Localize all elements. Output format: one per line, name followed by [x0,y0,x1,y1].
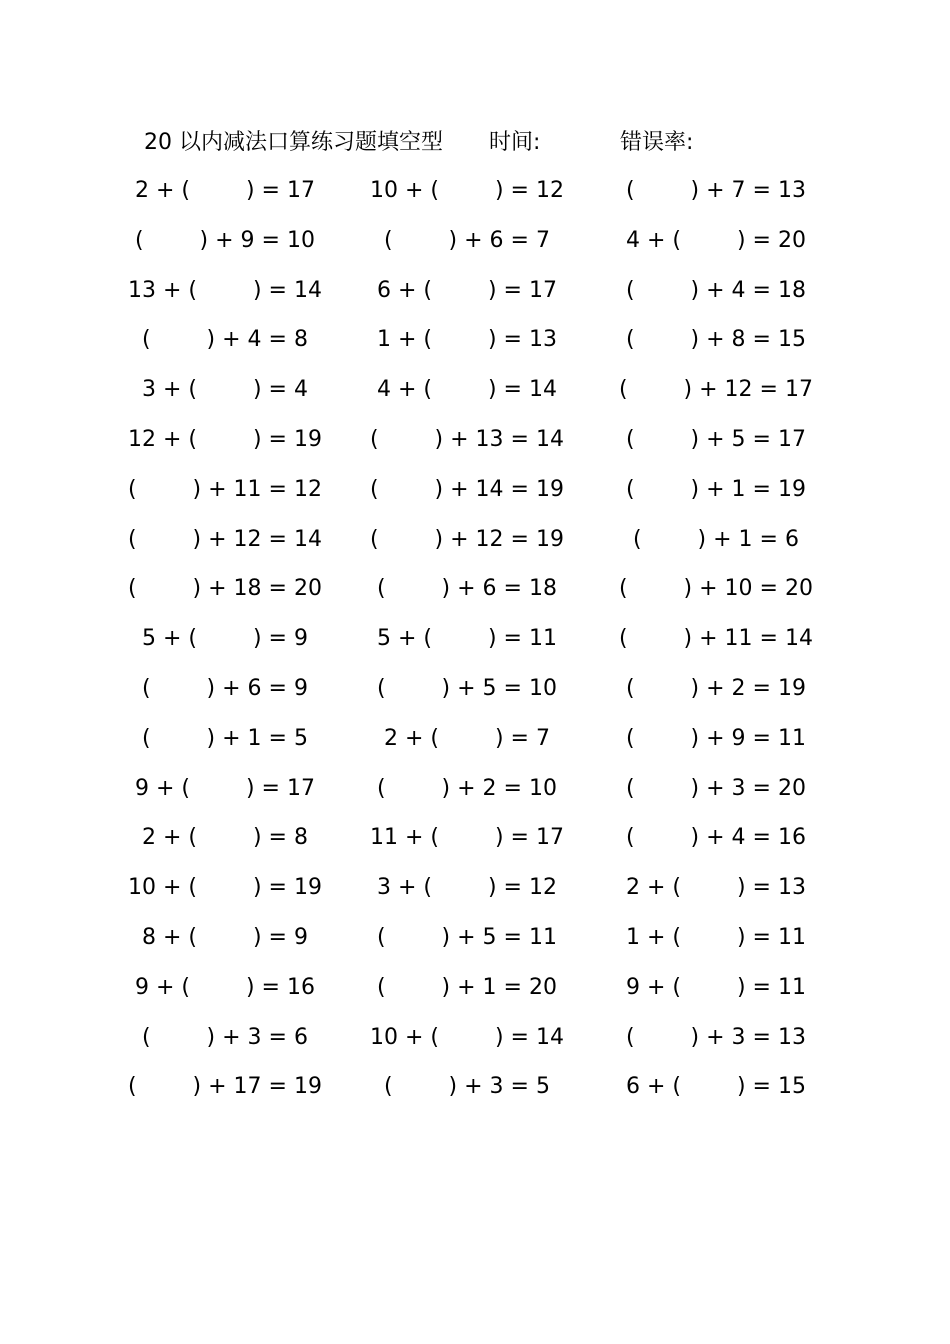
problem-cell: ( ) + 9 = 11 [626,725,806,751]
problem-cell: ( ) + 10 = 20 [619,576,813,602]
problem-cell: 10 + ( ) = 12 [370,178,564,203]
problem-cell: 3 + ( ) = 4 [142,377,308,403]
problem-cell: 3 + ( ) = 12 [377,875,557,901]
problem-cell: ( ) + 3 = 5 [384,1074,550,1100]
problem-cell: 2 + ( ) = 13 [626,875,806,901]
problem-cell: 11 + ( ) = 17 [370,825,564,851]
problem-cell: ( ) + 1 = 19 [626,476,806,502]
problem-cell: ( ) + 1 = 6 [633,526,799,552]
problem-cell: ( ) + 4 = 8 [142,327,308,353]
problem-cell: ( ) + 8 = 15 [626,327,806,353]
problem-cell: ( ) + 9 = 10 [135,227,315,253]
problem-cell: 4 + ( ) = 14 [377,377,557,403]
problem-cell: 12 + ( ) = 19 [128,427,322,452]
problem-cell: 2 + ( ) = 8 [142,825,308,851]
problem-cell: ( ) + 12 = 17 [619,377,813,403]
problem-cell: ( ) + 2 = 10 [377,775,557,801]
problem-cell: ( ) + 11 = 14 [619,626,813,652]
problem-cell: ( ) + 6 = 9 [142,676,308,701]
problem-cell: 1 + ( ) = 13 [377,327,557,353]
problem-cell: ( ) + 5 = 10 [377,676,557,701]
problem-cell: ( ) + 2 = 19 [626,676,806,701]
problem-cell: ( ) + 14 = 19 [370,476,564,502]
problem-cell: ( ) + 1 = 5 [142,725,308,751]
problem-cell: ( ) + 12 = 14 [128,526,322,552]
problem-cell: 6 + ( ) = 17 [377,277,557,303]
problem-cell: 10 + ( ) = 14 [370,1024,564,1050]
time-label: 时间: [489,130,541,155]
problem-cell: 6 + ( ) = 15 [626,1074,806,1100]
problem-cell: 9 + ( ) = 11 [626,974,806,1000]
problem-cell: 10 + ( ) = 19 [128,875,322,901]
problem-cell: 9 + ( ) = 17 [135,775,315,801]
problem-cell: ( ) + 13 = 14 [370,427,564,452]
problem-cell: 8 + ( ) = 9 [142,925,308,950]
problem-cell: ( ) + 6 = 18 [377,576,557,602]
problem-cell: 5 + ( ) = 11 [377,626,557,652]
problem-cell: ( ) + 12 = 19 [370,526,564,552]
problem-cell: ( ) + 3 = 20 [626,775,806,801]
problem-cell: 2 + ( ) = 7 [384,725,550,751]
problem-cell: 1 + ( ) = 11 [626,925,806,950]
problem-cell: ( ) + 3 = 13 [626,1024,806,1050]
problem-cell: ( ) + 4 = 18 [626,277,806,303]
problem-cell: 9 + ( ) = 16 [135,974,315,1000]
problem-cell: ( ) + 17 = 19 [128,1074,322,1100]
problem-cell: 13 + ( ) = 14 [128,277,322,303]
error-rate-label: 错误率: [620,130,694,155]
problem-cell: ( ) + 11 = 12 [128,476,322,502]
problem-cell: ( ) + 4 = 16 [626,825,806,851]
problem-cell: 4 + ( ) = 20 [626,227,806,253]
problem-cell: ( ) + 1 = 20 [377,974,557,1000]
problem-cell: ( ) + 6 = 7 [384,227,550,253]
problem-cell: 5 + ( ) = 9 [142,626,308,652]
problem-cell: ( ) + 5 = 17 [626,427,806,452]
problem-cell: ( ) + 7 = 13 [626,178,806,203]
problem-cell: ( ) + 18 = 20 [128,576,322,602]
problem-cell: ( ) + 3 = 6 [142,1024,308,1050]
problem-cell: ( ) + 5 = 11 [377,925,557,950]
worksheet-title: 20 以内减法口算练习题填空型 [144,130,443,155]
problem-cell: 2 + ( ) = 17 [135,178,315,203]
